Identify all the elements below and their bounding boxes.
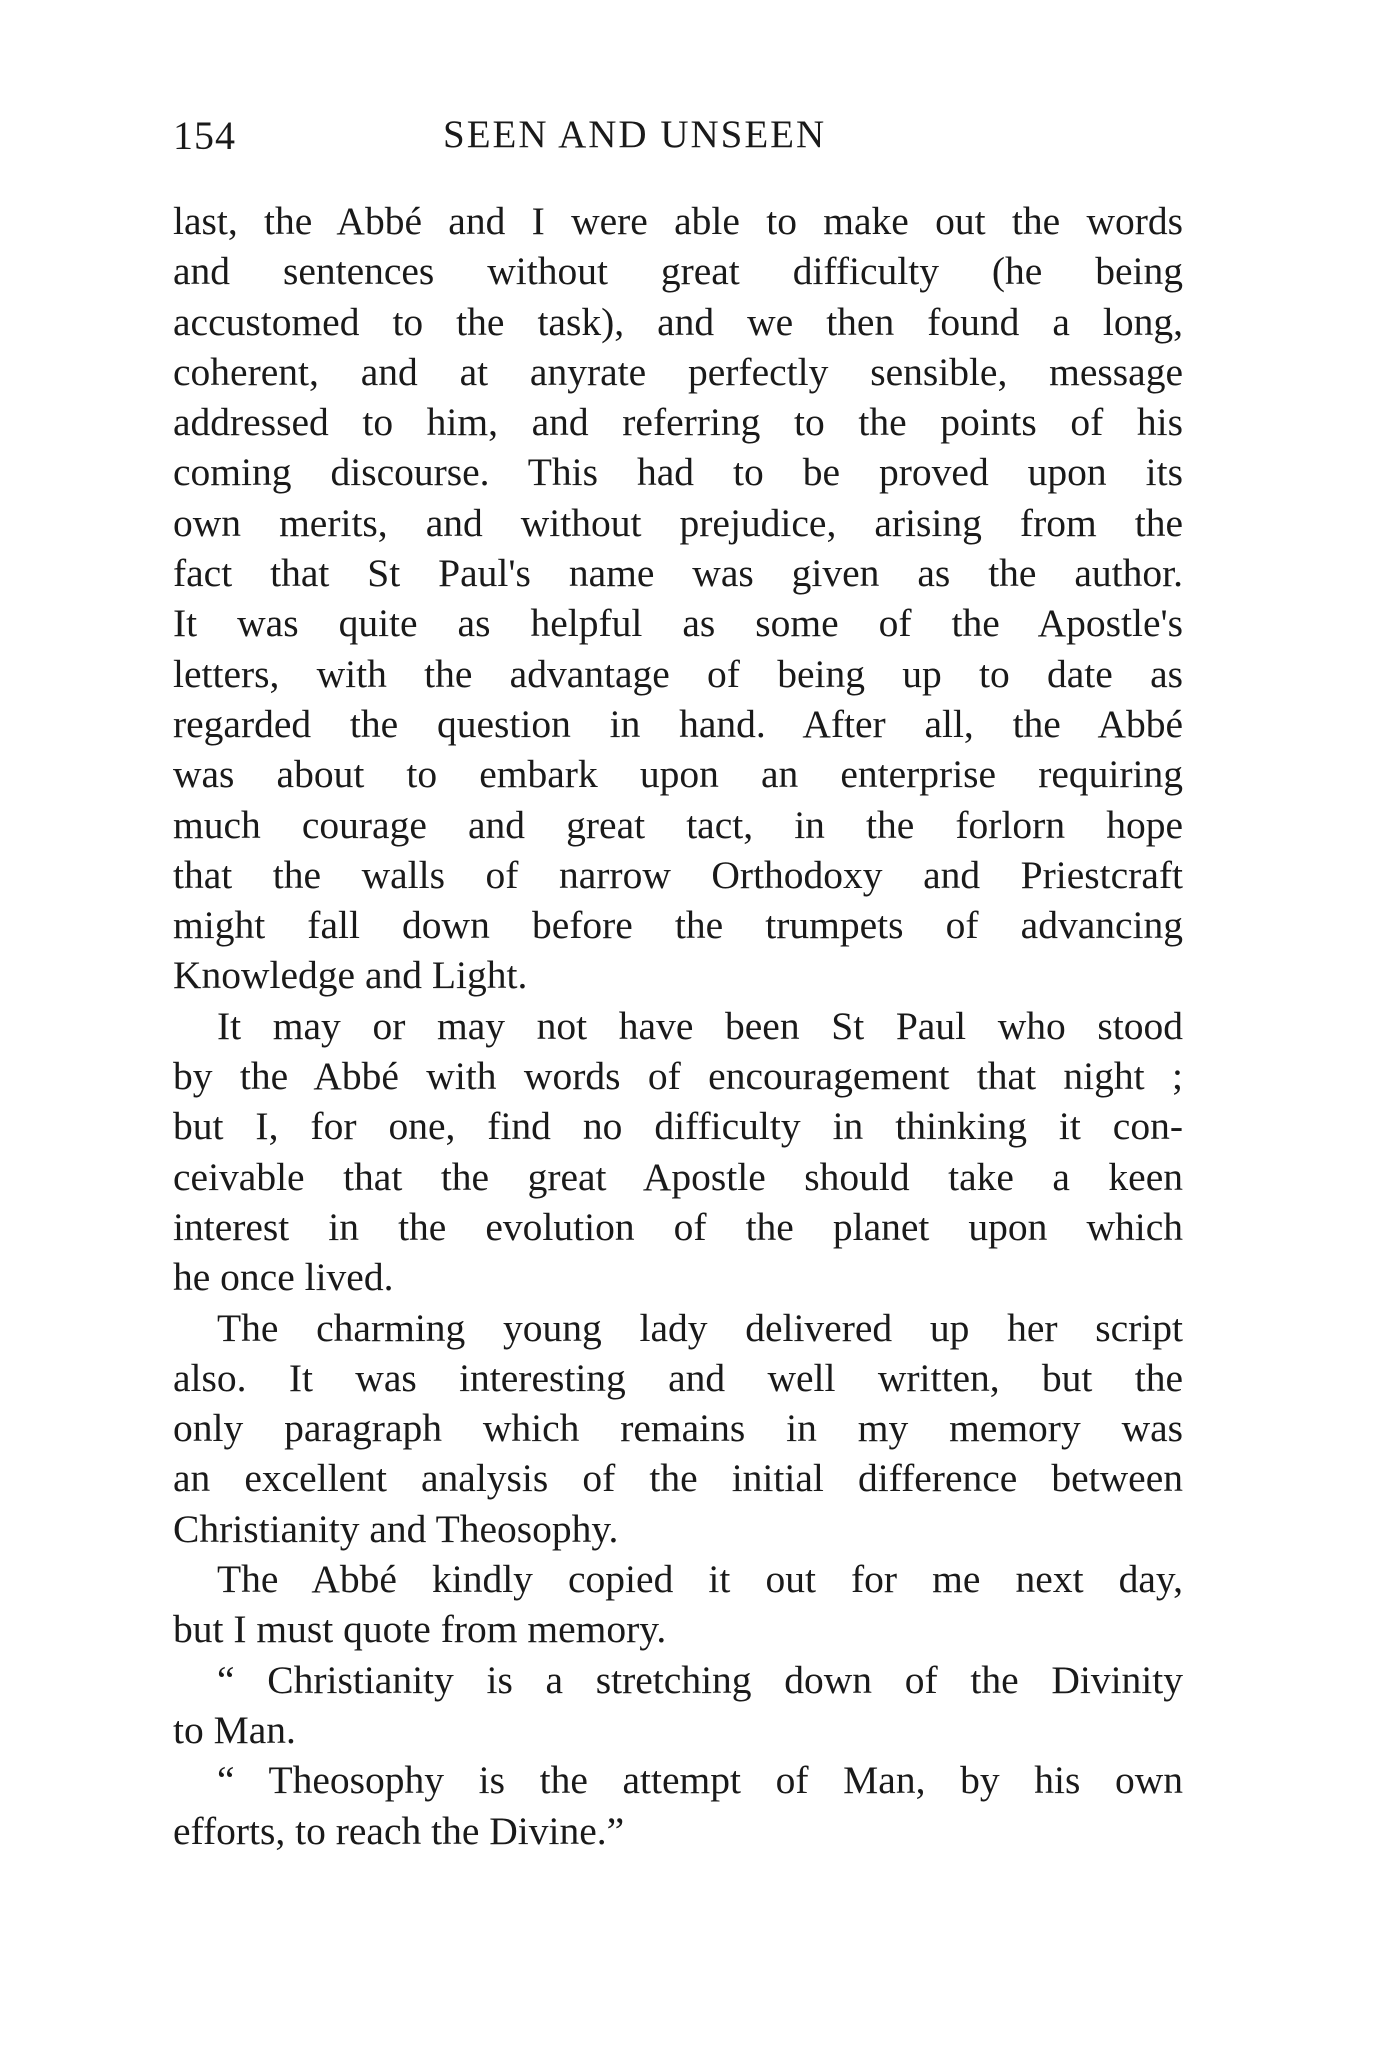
text-line: only paragraph which remains in my memory was xyxy=(173,1406,1183,1451)
text-line: It was quite as helpful as some of the Apostle's xyxy=(173,601,1183,646)
text-line: fact that St Paul's name was given as the author. xyxy=(173,551,1183,596)
text-line: to Man. xyxy=(173,1707,296,1752)
body-text xyxy=(173,196,1183,1856)
text-line: interest in the evolution of the planet upon which xyxy=(173,1204,1183,1249)
text-line: It may or may not have been St Paul who stood xyxy=(217,1003,1183,1048)
page-number: 154 xyxy=(173,113,236,158)
text-line: that the walls of narrow Orthodoxy and Priestcraft xyxy=(173,852,1183,897)
text-line: coming discourse. This had to be proved upon its xyxy=(173,450,1183,495)
text-line: ceivable that the great Apostle should take a keen xyxy=(173,1154,1183,1199)
text-line: letters, with the advantage of being up to date as xyxy=(173,651,1183,696)
text-line: was about to embark upon an enterprise requiring xyxy=(173,752,1183,797)
text-line: accustomed to the task), and we then found a long, xyxy=(173,299,1183,344)
text-line: an excellent analysis of the initial difference between xyxy=(173,1456,1183,1501)
text-line: Christianity and Theosophy. xyxy=(173,1506,619,1551)
text-line: “ Theosophy is the attempt of Man, by his own xyxy=(217,1758,1183,1803)
text-line: regarded the question in hand. After all, the Abbé xyxy=(173,701,1183,746)
text-line: he once lived. xyxy=(173,1255,394,1300)
text-line: much courage and great tact, in the forlorn hope xyxy=(173,802,1183,847)
text-line: “ Christianity is a stretching down of the Divinity xyxy=(217,1657,1183,1702)
text-line: but I, for one, find no difficulty in thinking it con- xyxy=(173,1104,1183,1149)
running-title: SEEN AND UNSEEN xyxy=(443,113,827,156)
text-line: last, the Abbé and I were able to make out the words xyxy=(173,199,1183,243)
text-line: The charming young lady delivered up her script xyxy=(217,1305,1183,1350)
page-header xyxy=(173,112,1193,172)
text-line: Knowledge and Light. xyxy=(173,953,528,998)
text-line: but I must quote from memory. xyxy=(173,1607,667,1652)
text-line: by the Abbé with words of encouragement that night ; xyxy=(173,1054,1183,1099)
text-line: efforts, to reach the Divine.” xyxy=(173,1808,625,1853)
text-line: The Abbé kindly copied it out for me next day, xyxy=(217,1557,1183,1602)
text-line: might fall down before the trumpets of advancing xyxy=(173,903,1183,948)
text-line: also. It was interesting and well written, but the xyxy=(173,1355,1183,1400)
text-line: addressed to him, and referring to the points of his xyxy=(173,400,1183,445)
text-line: own merits, and without prejudice, arising from the xyxy=(173,500,1183,545)
text-line: and sentences without great difficulty (he being xyxy=(173,249,1183,294)
text-line: coherent, and at anyrate perfectly sensible, message xyxy=(173,349,1183,394)
